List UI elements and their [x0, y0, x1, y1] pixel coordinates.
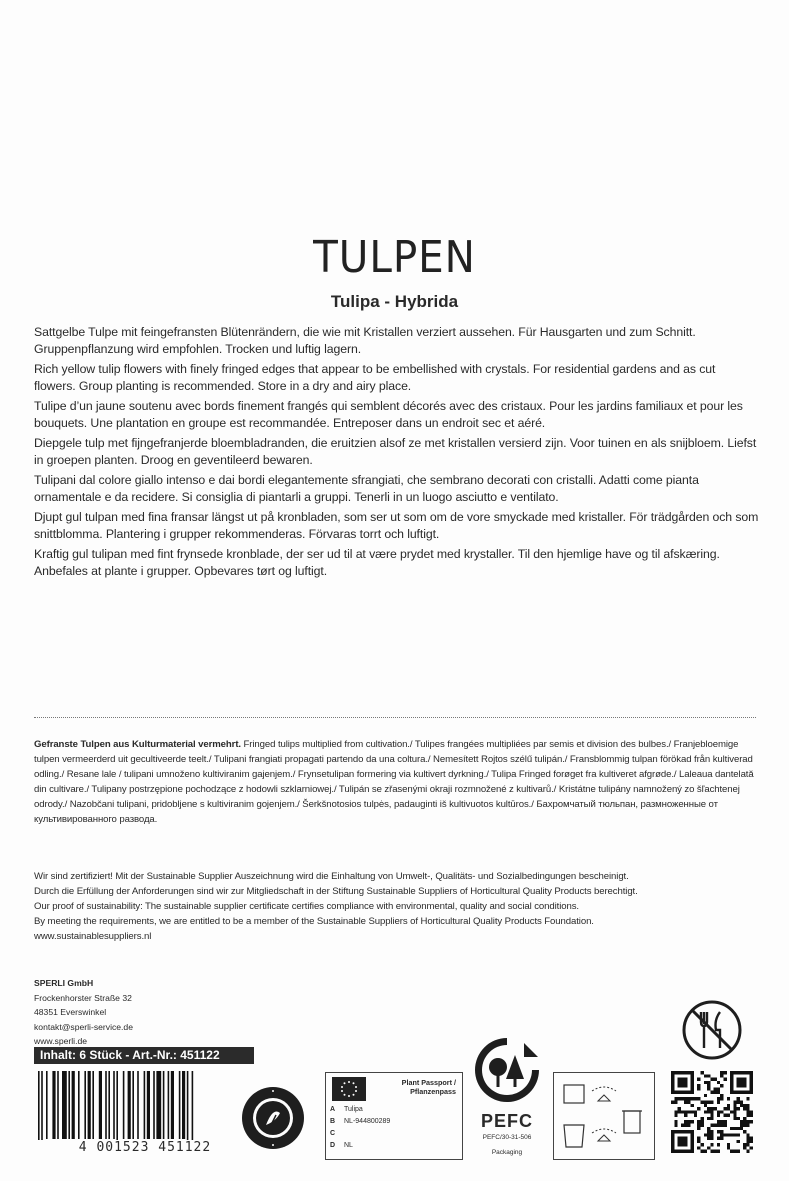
qr-module: [674, 1110, 677, 1113]
qr-module: [710, 1150, 713, 1153]
qr-module: [746, 1133, 749, 1136]
description-da: Kraftig gul tulipan med fint frynsede kronblade, der ser ud til at være prydet med krystaller. Til den hjemlige have og til afskæring. Anbefales at plante i grupper. Opbevares tørt og luftigt.: [34, 547, 720, 578]
qr-module: [710, 1110, 713, 1113]
passport-key: D: [330, 1142, 336, 1149]
barcode-bar: [179, 1071, 181, 1139]
qr-module: [687, 1101, 690, 1104]
dotted-divider: [34, 717, 756, 718]
qr-module: [714, 1150, 717, 1153]
qr-module: [723, 1120, 726, 1123]
pefc-code: PEFC/30-31-506: [482, 1134, 532, 1141]
qr-module: [727, 1133, 730, 1136]
qr-module: [746, 1143, 749, 1146]
qr-module: [737, 1127, 740, 1130]
qr-module: [746, 1120, 749, 1123]
barcode-bar: [137, 1071, 139, 1139]
qr-module: [717, 1130, 720, 1133]
qr-module: [707, 1081, 710, 1084]
content-article-bar: Inhalt: 6 Stück - Art.-Nr.: 451122: [34, 1047, 254, 1064]
passport-row: [330, 1128, 458, 1139]
qr-module: [678, 1078, 688, 1088]
origin-note: [34, 737, 759, 827]
qr-module: [714, 1087, 717, 1090]
certification-line: Durch die Erfüllung der Anforderungen sind wir zur Mitgliedschaft in der Stiftung Sustainable Suppliers of Horticultural Quality Products berechtigt.: [34, 886, 638, 897]
qr-module: [707, 1101, 710, 1104]
qr-module: [717, 1101, 720, 1104]
qr-module: [704, 1074, 707, 1077]
qr-module: [737, 1107, 740, 1110]
passport-row: [330, 1104, 458, 1115]
qr-module: [710, 1117, 713, 1120]
qr-module: [684, 1114, 687, 1117]
barcode-bar: [182, 1071, 185, 1139]
barcode-bar: [113, 1071, 115, 1139]
description-fr: Tulipe d’un jaune soutenu avec bords finement frangés qui semblent décorés avec des cristaux. Pour les jardins familiaux et pour les bouquets. Une plantation en groupe est recommandée. Entreposer dans un endroit sec et aéré.: [34, 399, 743, 430]
qr-module: [710, 1078, 713, 1081]
qr-module: [720, 1137, 723, 1140]
qr-module: [707, 1117, 710, 1120]
barcode-bar: [147, 1071, 150, 1139]
company-address: [34, 976, 133, 1049]
barcode-bar: [132, 1071, 134, 1139]
barcode-bar: [72, 1071, 75, 1139]
qr-module: [678, 1097, 681, 1100]
qr-module: [697, 1140, 700, 1143]
passport-row: [330, 1140, 458, 1151]
qr-module: [707, 1130, 710, 1133]
qr-module: [750, 1146, 753, 1149]
qr-module: [746, 1107, 749, 1110]
qr-module: [710, 1091, 713, 1094]
qr-module: [717, 1150, 720, 1153]
barcode-bar: [99, 1071, 102, 1139]
qr-module: [717, 1137, 720, 1140]
pefc-label: [467, 1035, 547, 1155]
botanical-name: Tulipa - Hybrida: [330, 292, 459, 311]
certification-line: By meeting the requirements, we are entitled to be a member of the Sustainable Suppliers of Horticultural Quality Products Foundation.: [34, 916, 594, 927]
qr-module: [707, 1084, 710, 1087]
sustainable-supplier-seal-icon: [240, 1085, 306, 1151]
qr-module: [697, 1137, 700, 1140]
qr-module: [720, 1071, 723, 1074]
qr-module: [687, 1120, 690, 1123]
qr-module: [740, 1120, 743, 1123]
barcode-bar: [144, 1071, 146, 1139]
qr-module: [746, 1140, 749, 1143]
qr-module: [701, 1120, 704, 1123]
qr-module: [701, 1101, 704, 1104]
barcode-bar: [62, 1071, 67, 1139]
pefc-trees-icon: [472, 1035, 542, 1105]
passport-key: B: [330, 1118, 336, 1125]
qr-module: [727, 1104, 730, 1107]
qr-module: [674, 1114, 677, 1117]
qr-module: [717, 1114, 720, 1117]
qr-module: [710, 1123, 713, 1126]
qr-module: [714, 1078, 717, 1081]
qr-module: [707, 1146, 710, 1149]
qr-module: [710, 1143, 713, 1146]
qr-module: [720, 1123, 723, 1126]
passport-key: A: [330, 1106, 336, 1113]
qr-module: [723, 1133, 726, 1136]
qr-module: [701, 1071, 704, 1074]
qr-module: [691, 1097, 694, 1100]
qr-module: [737, 1101, 740, 1104]
barcode-bar: [108, 1071, 110, 1139]
qr-module: [710, 1101, 713, 1104]
qr-module: [737, 1097, 740, 1100]
passport-value: NL-944800289: [344, 1118, 391, 1125]
qr-module: [733, 1101, 736, 1104]
qr-module: [671, 1101, 674, 1104]
certification-note: [34, 869, 759, 944]
barcode-bar: [168, 1071, 170, 1139]
qr-module: [694, 1097, 697, 1100]
qr-module: [750, 1137, 753, 1140]
qr-module: [707, 1087, 710, 1090]
qr-module: [691, 1120, 694, 1123]
barcode-bar: [52, 1071, 55, 1139]
qr-module: [717, 1110, 720, 1113]
qr-module: [714, 1091, 717, 1094]
qr-module: [717, 1091, 720, 1094]
qr-module: [743, 1146, 746, 1149]
passport-value: NL: [344, 1142, 353, 1149]
qr-module: [710, 1107, 713, 1110]
qr-module: [684, 1101, 687, 1104]
qr-module: [684, 1123, 687, 1126]
qr-module: [730, 1133, 733, 1136]
qr-module: [746, 1137, 749, 1140]
qr-module: [733, 1110, 736, 1113]
barcode-bar: [153, 1071, 155, 1139]
qr-module: [697, 1087, 700, 1090]
qr-module: [743, 1107, 746, 1110]
barcode-bar: [105, 1071, 107, 1139]
qr-module: [743, 1120, 746, 1123]
page-title: TULPEN: [313, 232, 476, 283]
qr-module: [733, 1107, 736, 1110]
certification-line: Wir sind zertifiziert! Mit der Sustainable Supplier Auszeichnung wird die Einhaltung von Umwelt-, Qualitäts- und Sozialbedingungen bescheinigt.: [34, 871, 629, 882]
qr-module: [697, 1078, 700, 1081]
qr-module: [714, 1107, 717, 1110]
qr-module: [701, 1143, 704, 1146]
qr-module: [717, 1081, 720, 1084]
qr-module: [737, 1133, 740, 1136]
qr-module: [720, 1110, 723, 1113]
origin-note-bold: Gefranste Tulpen aus Kulturmaterial vermehrt.: [34, 739, 241, 750]
qr-module: [733, 1150, 736, 1153]
qr-module: [707, 1107, 710, 1110]
qr-module: [710, 1137, 713, 1140]
description-it: Tulipani dal colore giallo intenso e dai bordi elegantemente sfrangiati, che sembrano decorati con cristalli. Adatti come pianta ornamentale e da recidere. Si consiglia di piantarli a gruppi. Tenerli in un luogo asciutto e ventilato.: [34, 473, 699, 504]
barcode-bar: [46, 1071, 48, 1139]
qr-module: [743, 1130, 746, 1133]
qr-module: [743, 1143, 746, 1146]
company-email[interactable]: kontakt@sperli-service.de: [34, 1021, 133, 1032]
qr-module: [730, 1150, 733, 1153]
barcode-bar: [78, 1071, 80, 1139]
qr-module: [737, 1140, 740, 1143]
qr-module: [684, 1097, 687, 1100]
qr-module: [681, 1097, 684, 1100]
qr-module: [720, 1133, 723, 1136]
plant-passport: [325, 1072, 463, 1160]
certification-link[interactable]: www.sustainablesuppliers.nl: [34, 931, 152, 942]
certification-line: Our proof of sustainability: The sustainable supplier certificate certifies compliance with environmental, quality and social conditions.: [34, 901, 579, 912]
passport-key: C: [330, 1130, 336, 1137]
qr-module: [710, 1133, 713, 1136]
qr-module: [720, 1094, 723, 1097]
qr-module: [687, 1123, 690, 1126]
qr-module: [710, 1114, 713, 1117]
qr-module: [720, 1120, 723, 1123]
qr-module: [723, 1123, 726, 1126]
qr-module: [727, 1146, 730, 1149]
qr-module: [697, 1146, 700, 1149]
passport-value: Tulipa: [344, 1106, 363, 1113]
qr-module: [707, 1127, 710, 1130]
barcode-bar: [57, 1071, 59, 1139]
qr-module: [717, 1097, 720, 1100]
qr-module: [684, 1110, 687, 1113]
qr-module: [743, 1117, 746, 1120]
description-nl: Diepgele tulp met fijngefranjerde bloembladranden, die eruitzien alsof ze met kristallen versierd zijn. Voor tuinen en als snijbloem. Liefst in groepen planten. Droog en geventileerd bewaren.: [34, 436, 757, 467]
qr-module: [750, 1120, 753, 1123]
recycle-icon: [553, 1072, 655, 1160]
qr-module: [707, 1137, 710, 1140]
qr-module: [730, 1127, 733, 1130]
qr-module: [697, 1120, 700, 1123]
passport-title-line: Plant Passport /: [401, 1078, 456, 1087]
barcode-bar: [92, 1071, 94, 1139]
qr-module: [697, 1097, 700, 1100]
qr-module: [684, 1120, 687, 1123]
qr-code-icon: [671, 1071, 753, 1153]
qr-module: [750, 1140, 753, 1143]
qr-module: [717, 1120, 720, 1123]
qr-module: [720, 1130, 723, 1133]
qr-module: [704, 1133, 707, 1136]
qr-module: [681, 1123, 684, 1126]
company-website[interactable]: www.sperli.de: [34, 1036, 88, 1047]
qr-module: [694, 1114, 697, 1117]
qr-module: [694, 1110, 697, 1113]
qr-module: [704, 1094, 707, 1097]
qr-module: [723, 1107, 726, 1110]
qr-module: [720, 1074, 723, 1077]
no-food-icon: [680, 998, 744, 1062]
barcode-bar: [156, 1071, 161, 1139]
qr-module: [697, 1123, 700, 1126]
qr-module: [691, 1110, 694, 1113]
qr-module: [701, 1150, 704, 1153]
qr-module: [697, 1127, 700, 1130]
company-street: Frockenhorster Straße 32: [34, 992, 132, 1003]
description-en: Rich yellow tulip flowers with finely fringed edges that appear to be embellished with crystals. For residential gardens and as cut flowers. Group planting is recommended. Store in a dry and airy place.: [34, 362, 716, 393]
qr-module: [743, 1123, 746, 1126]
qr-module: [730, 1110, 733, 1113]
description-sv: Djupt gul tulpan med fina fransar längst ut på kronbladen, som ser ut som om de vore smyckade med kristaller. För trädgården och som snittblomma. Plantering i grupper rekommenderas. Förvaras torrt och luftigt.: [34, 510, 759, 541]
barcode-bar: [123, 1071, 125, 1139]
qr-module: [746, 1114, 749, 1117]
barcode-bar: [88, 1071, 91, 1139]
qr-module: [704, 1150, 707, 1153]
passport-title: [402, 1078, 456, 1096]
qr-module: [674, 1123, 677, 1126]
qr-module: [697, 1084, 700, 1087]
qr-module: [704, 1081, 707, 1084]
qr-module: [740, 1127, 743, 1130]
qr-module: [733, 1127, 736, 1130]
qr-module: [733, 1133, 736, 1136]
qr-module: [678, 1110, 681, 1113]
passport-row: [330, 1116, 458, 1127]
description-block: [34, 324, 759, 583]
qr-module: [737, 1117, 740, 1120]
qr-module: [701, 1123, 704, 1126]
qr-module: [717, 1143, 720, 1146]
barcode-bar: [68, 1071, 70, 1139]
qr-module: [717, 1123, 720, 1126]
qr-module: [697, 1107, 700, 1110]
qr-module: [733, 1114, 736, 1117]
barcode-bar: [128, 1071, 131, 1139]
eu-flag-icon: [332, 1077, 366, 1101]
qr-module: [707, 1074, 710, 1077]
origin-note-text: Fringed tulips multiplied from cultivation./ Tulipes frangées multipliées par semis et division des bulbes./ Franjebloemige tulpen vermeerderd uit gecultiveerde teelt./ Tulipani frangiati propagati partendo da una coltura./ Nemesített Rojtos szélű tulipán./ Fransblommig tulpan förökad från kultiverad odling./ Resane lale / tulipani umnoženo kultiviranim gajenjem./ Frynsetulipan formering via kultivert dyrkning./ Tulipa Fringed forøget fra kultiveret afgrøde./ Laleaua dantelată din cultivare./ Tulipany postrzępione pochodzące z hodowli szklarniowej./ Tulipán se zřasenými okraji rozmnožené z kultivarů./ Kristátne tulipány namnožený zo šľachtenej odrody./ Nazobčani tulipani, pridobljene s kultiviranim gojenjem./ Šerkšnotosios tulpės, padauginti iš kultivuotos kultūros./ Бахромчатый тюльпан, размноженные от культивированного развода.: [34, 739, 754, 825]
qr-module: [746, 1104, 749, 1107]
qr-module: [674, 1120, 677, 1123]
qr-module: [674, 1101, 677, 1104]
qr-module: [710, 1130, 713, 1133]
qr-module: [743, 1104, 746, 1107]
qr-module: [720, 1097, 723, 1100]
qr-module: [727, 1097, 730, 1100]
qr-module: [740, 1101, 743, 1104]
qr-module: [714, 1123, 717, 1126]
qr-module: [746, 1097, 749, 1100]
qr-module: [746, 1123, 749, 1126]
qr-module: [727, 1107, 730, 1110]
qr-module: [727, 1143, 730, 1146]
pefc-word: PEFC: [480, 1111, 533, 1131]
qr-module: [707, 1110, 710, 1113]
qr-module: [750, 1114, 753, 1117]
qr-module: [727, 1114, 730, 1117]
qr-module: [687, 1110, 690, 1113]
qr-module: [681, 1110, 684, 1113]
qr-module: [723, 1078, 726, 1081]
qr-module: [723, 1071, 726, 1074]
qr-module: [720, 1084, 723, 1087]
qr-module: [687, 1097, 690, 1100]
description-de: Sattgelbe Tulpe mit feingefransten Blütenrändern, die wie mit Kristallen verziert aussehen. Für Hausgarten und zum Schnitt. Gruppenpflanzung wird empfohlen. Trocken und luftig lagern.: [34, 325, 696, 356]
qr-module: [678, 1137, 688, 1147]
barcode-number: 4 001523 451122: [34, 1140, 256, 1155]
qr-module: [737, 1150, 740, 1153]
qr-module: [750, 1110, 753, 1113]
qr-module: [733, 1117, 736, 1120]
qr-module: [704, 1104, 707, 1107]
barcode-bar: [84, 1071, 86, 1139]
passport-title-line: Pflanzenpass: [410, 1087, 456, 1096]
qr-module: [746, 1110, 749, 1113]
barcode-bar: [163, 1071, 165, 1139]
qr-module: [691, 1104, 694, 1107]
qr-module: [733, 1104, 736, 1107]
qr-module: [701, 1117, 704, 1120]
qr-module: [704, 1110, 707, 1113]
qr-module: [740, 1123, 743, 1126]
company-name: SPERLI GmbH: [34, 978, 94, 988]
qr-module: [678, 1107, 681, 1110]
pefc-packaging: Packaging: [491, 1149, 523, 1156]
qr-module: [707, 1133, 710, 1136]
qr-module: [737, 1078, 747, 1088]
qr-module: [704, 1101, 707, 1104]
qr-module: [717, 1087, 720, 1090]
qr-module: [723, 1114, 726, 1117]
barcode-bar: [171, 1071, 174, 1139]
qr-module: [674, 1097, 677, 1100]
company-city: 48351 Everswinkel: [34, 1007, 107, 1018]
qr-module: [746, 1150, 749, 1153]
qr-module: [740, 1104, 743, 1107]
